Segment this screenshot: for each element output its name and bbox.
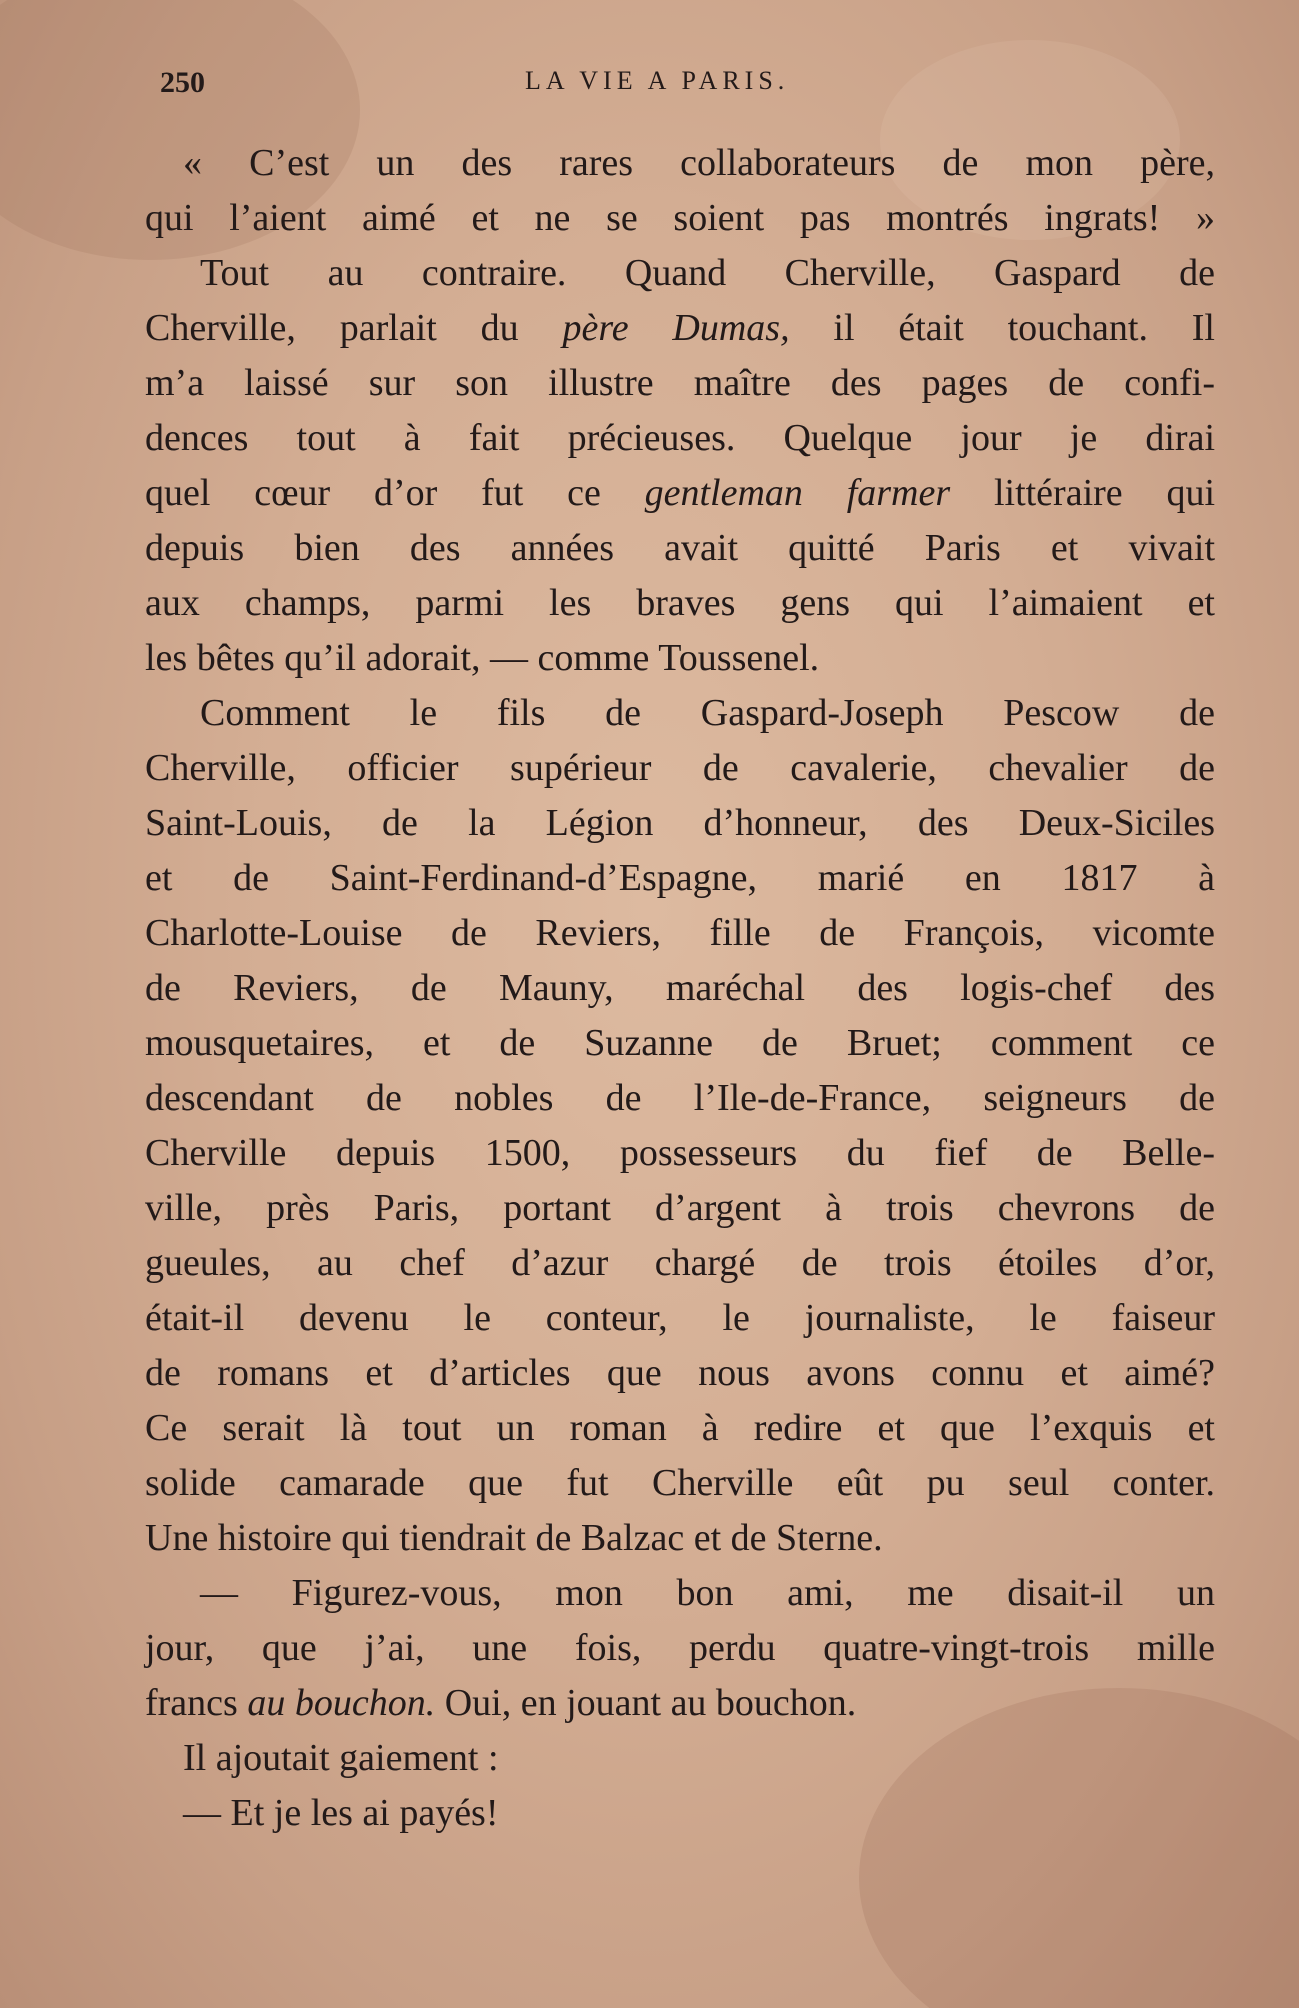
text-run: dences tout à fait précieuses. Quelque jour je dirai [145,417,1215,459]
text-line [145,741,1215,796]
text-line [145,1621,1215,1676]
text-line [145,796,1215,851]
text-run: aux champs, parmi les braves gens qui l’aimaient et [145,582,1215,624]
text-run: m’a laissé sur son illustre maître des pages de confi- [145,362,1215,404]
text-run: Comment le fils de Gaspard-Joseph Pescow de [200,692,1215,734]
text-run: Tout au contraire. Quand Cherville, Gaspard de [200,252,1215,294]
text-line [145,521,1215,576]
text-line [145,576,1215,631]
text-line [145,411,1215,466]
paragraph [145,686,1215,1566]
text-run: Cherville depuis 1500, possesseurs du fief de Belle- [145,1132,1215,1174]
text-line [145,1401,1215,1456]
text-run: descendant de nobles de l’Ile-de-France, seigneurs de [145,1077,1215,1119]
text-line [145,1566,1215,1621]
text-line [145,1346,1215,1401]
text-run: ville, près Paris, portant d’argent à trois chevrons de [145,1187,1215,1229]
text-run: et de Saint-Ferdinand-d’Espagne, marié en 1817 à [145,857,1215,899]
text-line [145,1291,1215,1346]
text-line [145,356,1215,411]
text-line [145,1676,1215,1731]
text-line [145,1456,1215,1511]
text-line [145,301,1215,356]
text-line [145,1511,1215,1566]
italic-run: au bouchon. [247,1682,436,1724]
text-line [145,631,1215,686]
text-line [145,1016,1215,1071]
paragraph [145,1731,1215,1786]
text-line [145,191,1215,246]
text-run: mousquetaires, et de Suzanne de Bruet; comment ce [145,1022,1215,1064]
paragraph [145,246,1215,686]
text-line [145,246,1215,301]
text-run: — Figurez-vous, mon bon ami, me disait-il un [200,1572,1215,1614]
text-line [145,1236,1215,1291]
text-run: de romans et d’articles que nous avons connu et aimé? [145,1352,1215,1394]
text-run: il était touchant. Il [789,307,1215,349]
text-run: gueules, au chef d’azur chargé de trois étoiles d’or, [145,1242,1215,1284]
text-run: de Reviers, de Mauny, maréchal des logis-chef des [145,967,1215,1009]
text-run: Ce serait là tout un roman à redire et que l’exquis et [145,1407,1215,1449]
text-run: solide camarade que fut Cherville eût pu seul conter. [145,1462,1215,1504]
text-run: « C’est un des rares collaborateurs de mon père, [183,142,1215,184]
text-run: Oui, en jouant au bouchon. [435,1682,857,1724]
text-run: quel cœur d’or fut ce [145,472,645,514]
italic-run: père Dumas, [562,307,790,349]
text-line [145,961,1215,1016]
paragraph [145,1566,1215,1731]
text-run: Une histoire qui tiendrait de Balzac et de Sterne. [145,1517,883,1559]
page-header [160,66,1060,106]
text-run: francs [145,1682,248,1724]
paragraph [145,136,1215,246]
text-run: les bêtes qu’il adorait, — comme Toussenel. [145,637,820,679]
text-line [145,1126,1215,1181]
body-text [145,136,1215,1841]
text-run: Cherville, officier supérieur de cavalerie, chevalier de [145,747,1215,789]
text-run: qui l’aient aimé et ne se soient pas montrés ingrats! » [145,197,1215,239]
running-title: LA VIE A PARIS. [525,66,790,95]
italic-run: gentleman farmer [644,472,951,514]
text-run: littéraire qui [950,472,1215,514]
text-run: Il ajoutait gaiement : [183,1737,499,1779]
text-line [145,136,1215,191]
text-line [145,466,1215,521]
text-run: depuis bien des années avait quitté Paris et vivait [145,527,1215,569]
text-line [145,1731,1215,1786]
text-run: jour, que j’ai, une fois, perdu quatre-vingt-trois mille [145,1627,1215,1669]
text-line [145,1181,1215,1236]
text-run: Charlotte-Louise de Reviers, fille de François, vicomte [145,912,1215,954]
text-run: Cherville, parlait du [145,307,563,349]
text-line [145,1786,1215,1841]
text-run: Saint-Louis, de la Légion d’honneur, des Deux-Siciles [145,802,1215,844]
text-run: était-il devenu le conteur, le journaliste, le faiseur [145,1297,1215,1339]
paragraph [145,1786,1215,1841]
page-number: 250 [160,66,205,99]
text-line [145,906,1215,961]
text-line [145,686,1215,741]
text-line [145,1071,1215,1126]
text-run: — Et je les ai payés! [183,1792,499,1834]
text-line [145,851,1215,906]
